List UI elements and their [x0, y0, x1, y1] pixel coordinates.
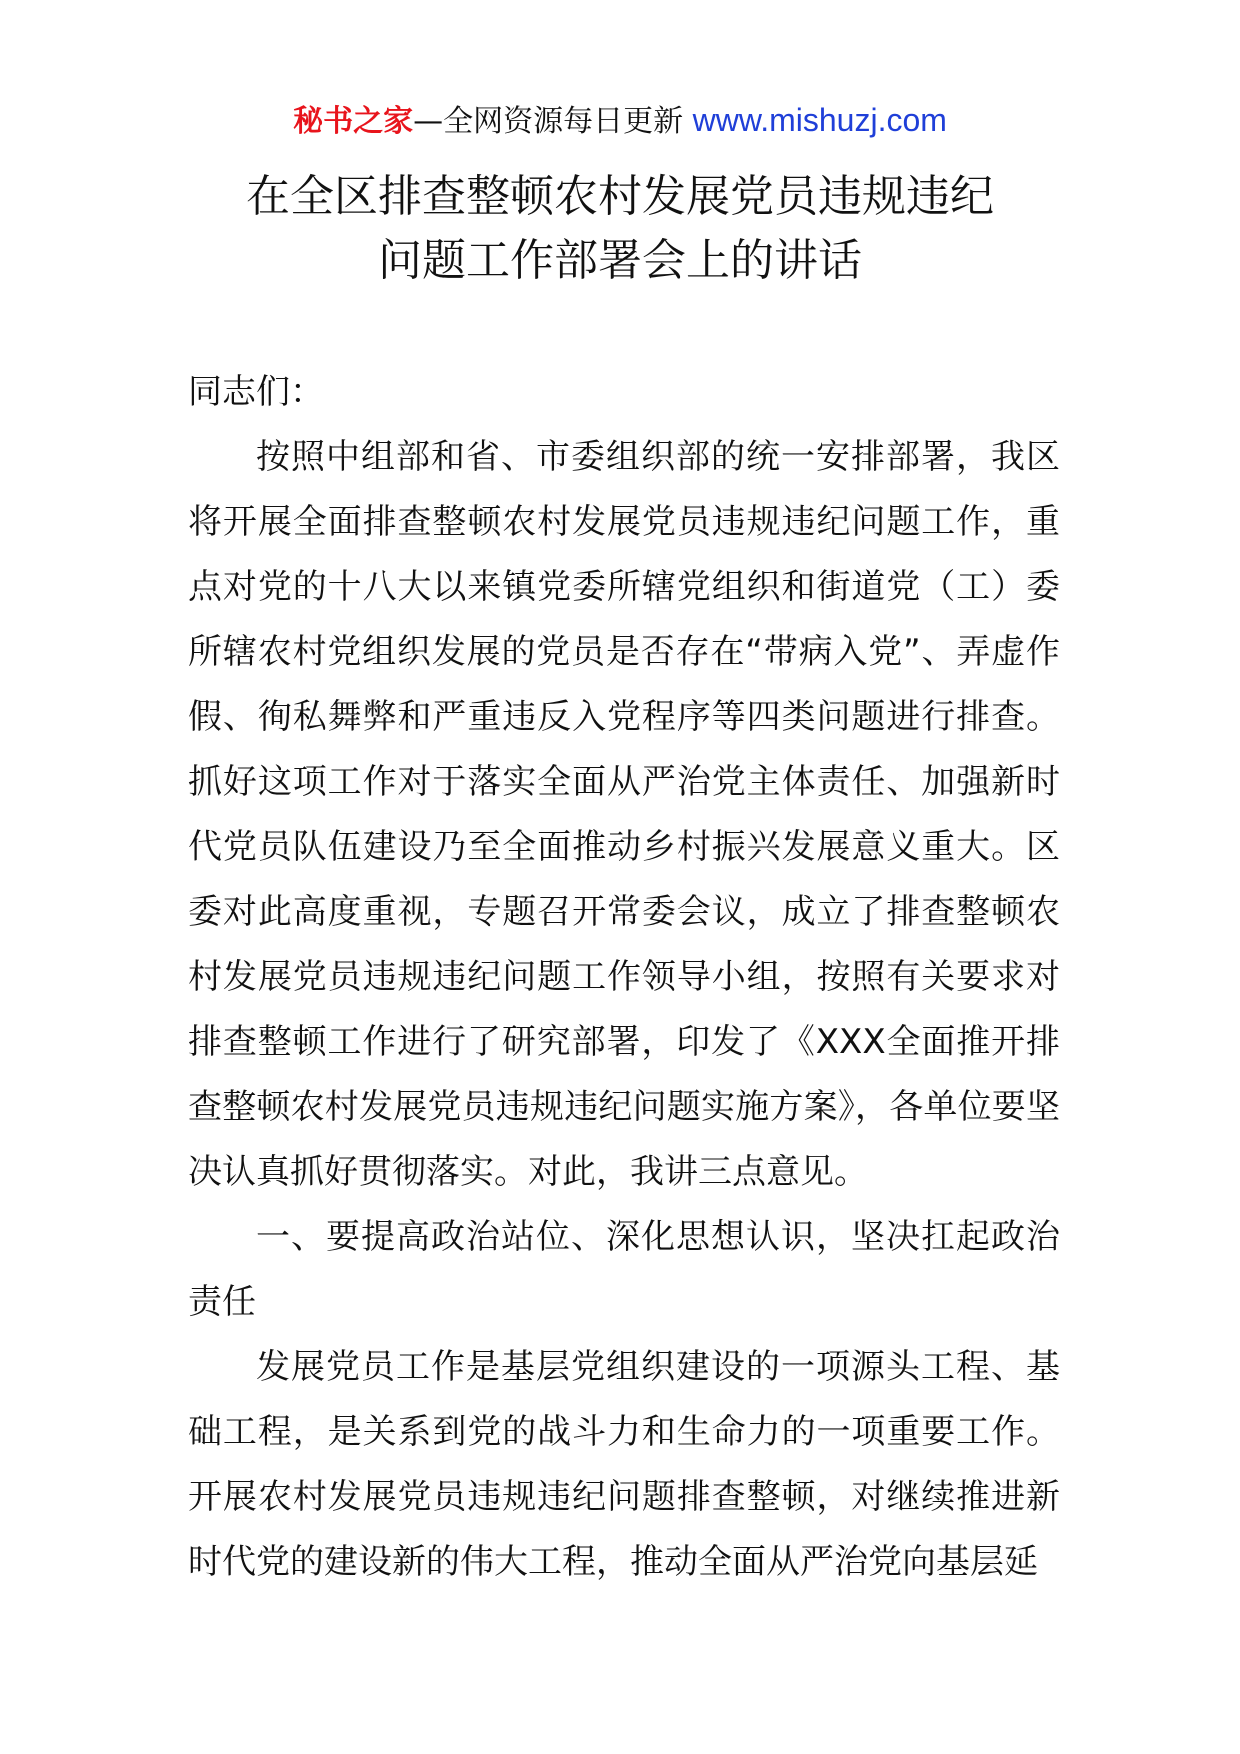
title-line-2: 问题工作部署会上的讲话: [378, 235, 862, 286]
section-heading-1: 一、要提高政治站位、深化思想认识，坚决扛起政治责任: [188, 1217, 1060, 1322]
site-url-link[interactable]: www.mishuzj.com: [692, 102, 947, 138]
salutation: 同志们：: [188, 372, 324, 412]
site-brand: 秘书之家: [293, 104, 414, 139]
paragraph-section-1: 发展党员工作是基层党组织建设的一项源头工程、基础工程，是关系到党的战斗力和生命力的一项重要工作。开展农村发展党员违规违纪问题排查整顿，对继续推进新时代党的建设新的伟大工程，推动全面从严治党向基层延: [188, 1347, 1060, 1582]
title-line-1: 在全区排查整顿农村发展党员违规违纪: [246, 171, 994, 222]
document-title: [0, 165, 1240, 293]
document-body: [188, 360, 1060, 1595]
site-tagline: —全网资源每日更新: [413, 104, 684, 139]
paragraph-intro: 按照中组部和省、市委组织部的统一安排部署，我区将开展全面排查整顿农村发展党员违规违纪问题工作，重点对党的十八大以来镇党委所辖党组织和街道党（工）委所辖农村党组织发展的党员是否存在“带病入党”、弄虚作假、徇私舞弊和严重违反入党程序等四类问题进行排查。抓好这项工作对于落实全面从严治党主体责任、加强新时代党员队伍建设乃至全面推动乡村振兴发展意义重大。区委对此高度重视，专题召开常委会议，成立了排查整顿农村发展党员违规违纪问题工作领导小组，按照有关要求对排查整顿工作进行了研究部署，印发了《XXX全面推开排查整顿农村发展党员违规违纪问题实施方案》，各单位要坚决认真抓好贯彻落实。对此，我讲三点意见。: [188, 437, 1060, 1192]
site-header: [0, 100, 1240, 142]
